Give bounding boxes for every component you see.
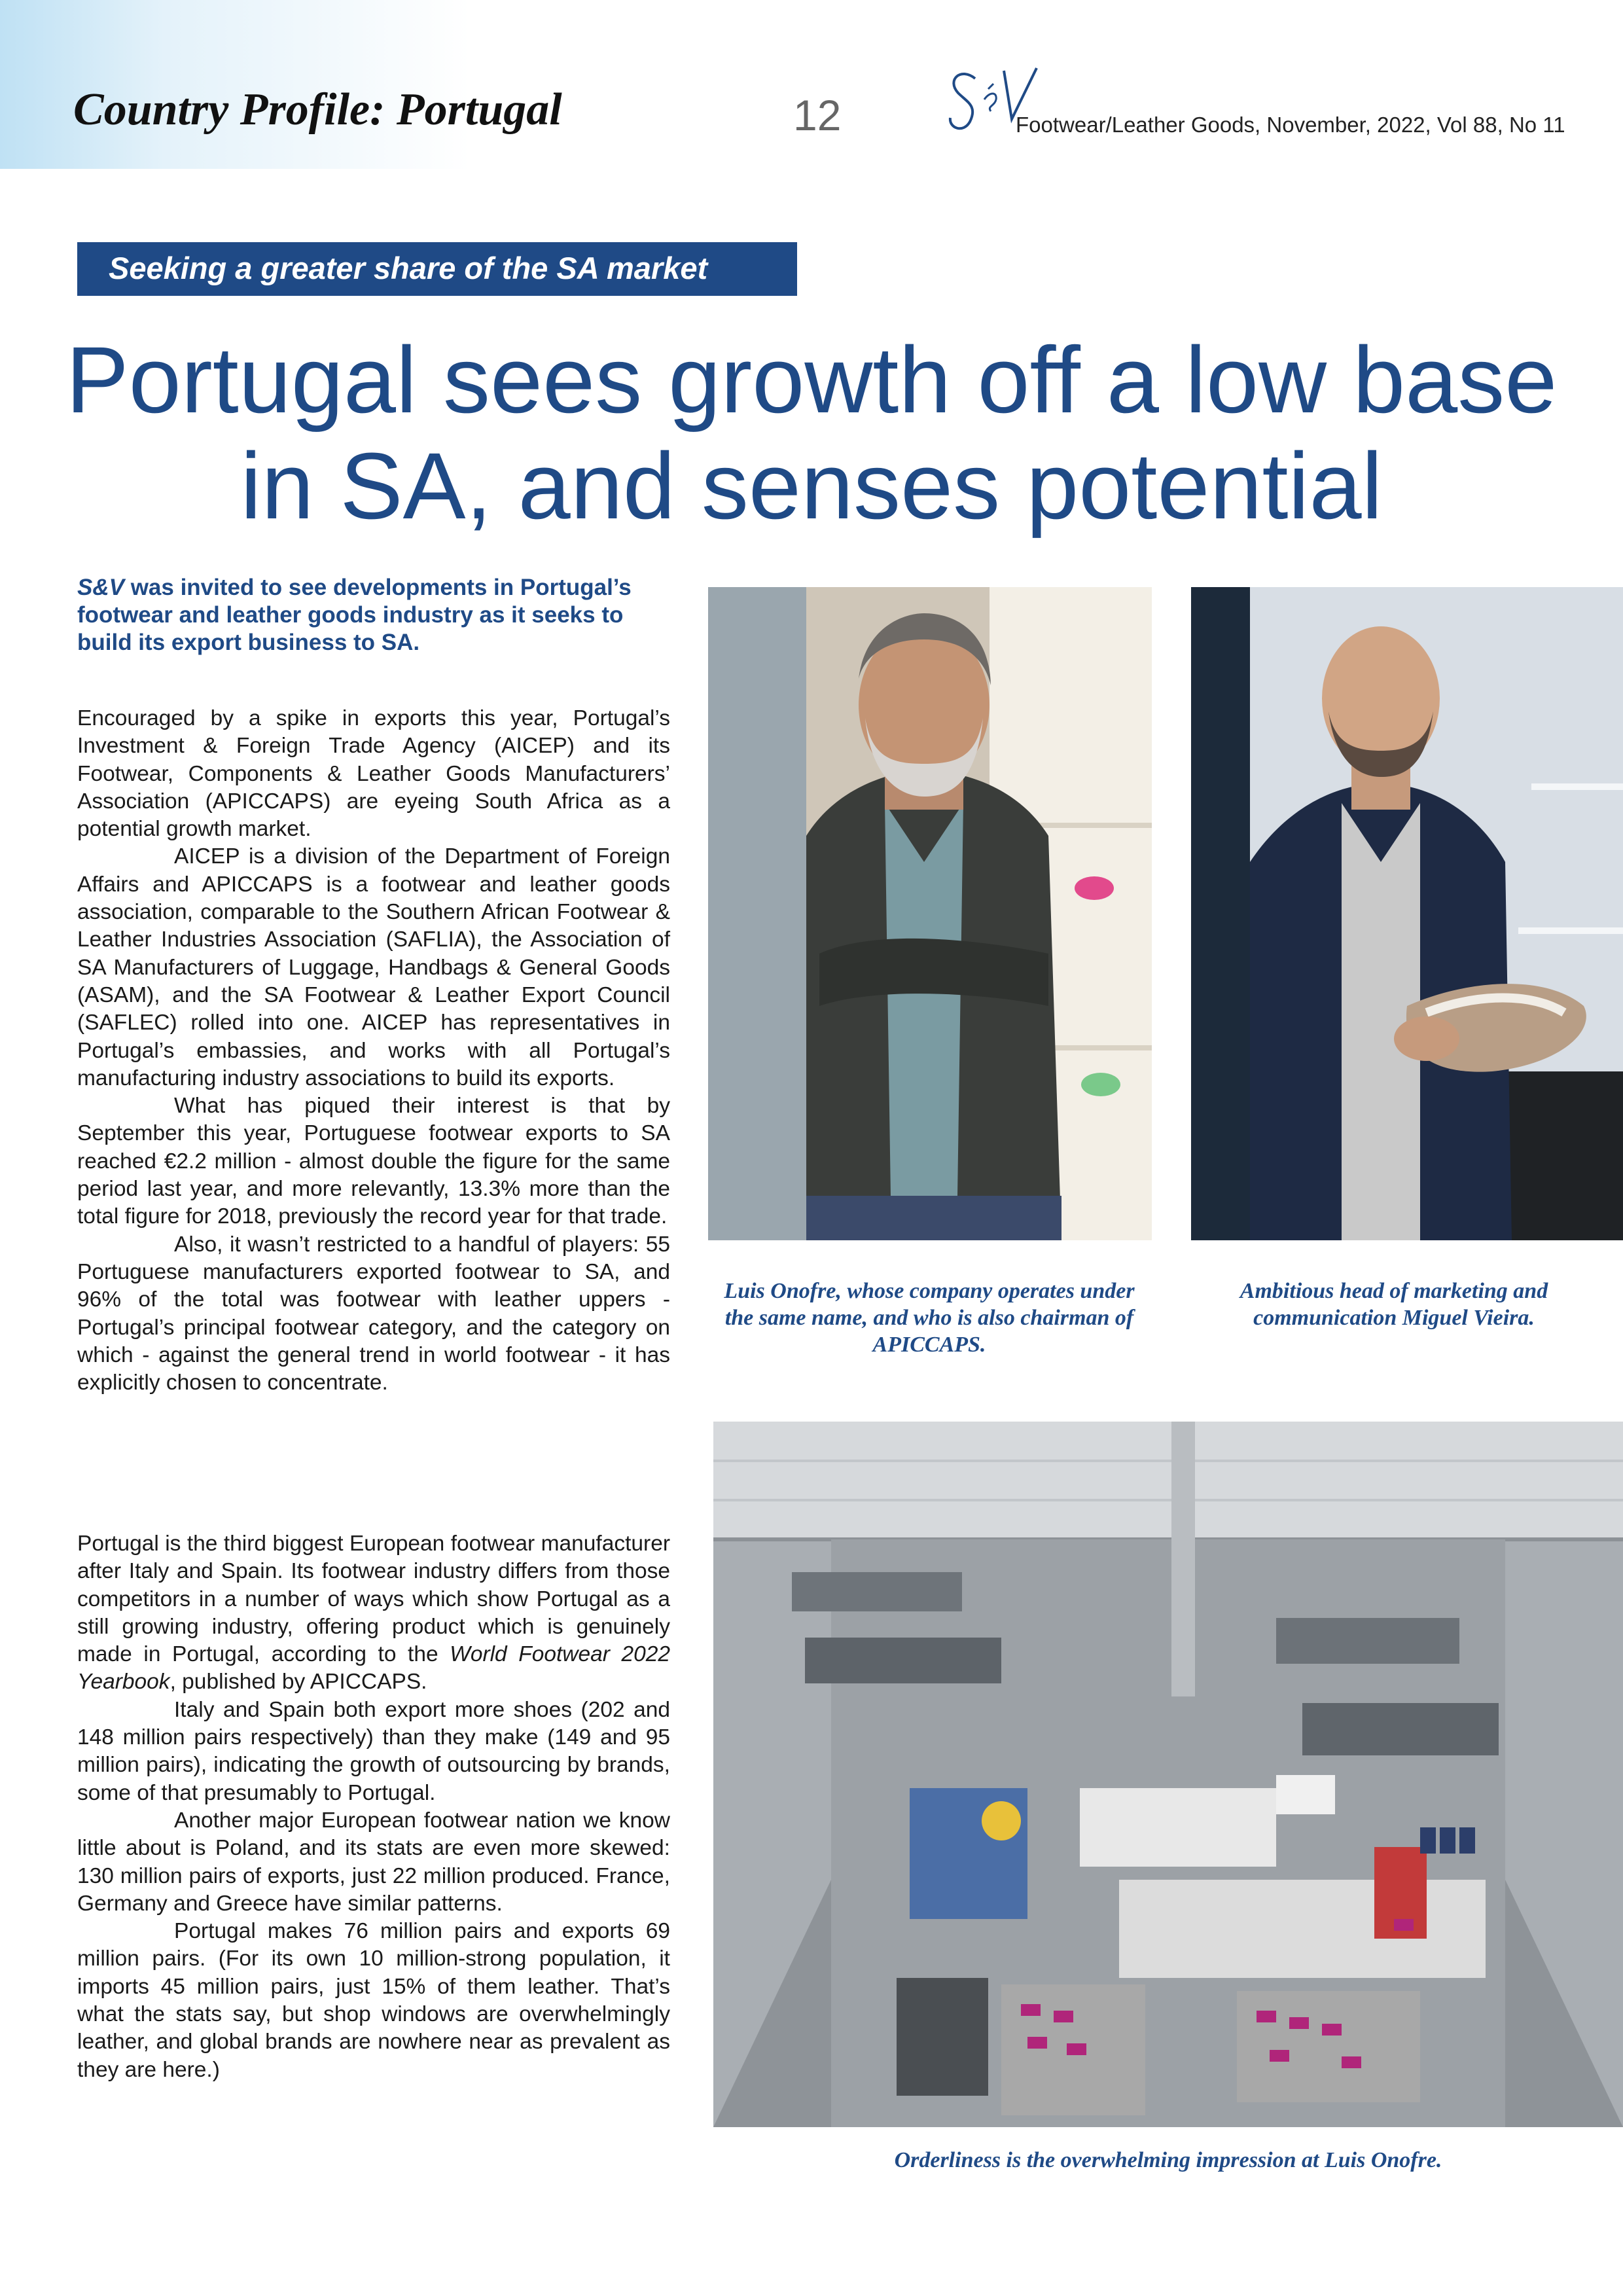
kicker-text: Seeking a greater share of the SA market: [109, 251, 708, 285]
headline: [52, 327, 1571, 539]
body-text: , published by APICCAPS.: [169, 1670, 427, 1695]
body-paragraph: Portugal makes 76 million pairs and exports 69 million pairs. (For its own 10 million-strong population, it imports 45 million pairs, just 15% of them leather. That’s what the stats say, but shop windows are overwhelmingly leather, and global brands are nowhere near as prevalent as they are here.): [77, 1919, 670, 2082]
body-paragraph: What has piqued their interest is that by September this year, Portuguese footwear exports to SA reached €2.2 million - almost double the figure for the same period last year, and more relevantly, 13.3% more than the total figure for 2018, previously the record year for that trade.: [77, 1094, 670, 1229]
photo-luis-onofre: [708, 587, 1152, 1240]
section-title: Country Profile: Portugal: [73, 84, 562, 135]
page-number: 12: [793, 91, 842, 139]
body-column-top: [77, 705, 670, 1397]
publication-line: Footwear/Leather Goods, November, 2022, Vol 88, No 11: [1016, 113, 1565, 137]
body-column-bottom: [77, 1530, 670, 2084]
caption-factory: Orderliness is the overwhelming impression at Luis Onofre.: [894, 2148, 1442, 2172]
kicker-banner: [77, 242, 797, 296]
body-paragraph: Italy and Spain both export more shoes (202 and 148 million pairs respectively) than they make (149 and 95 million pairs), indicating the growth of outsourcing by brands, some of that presumably to Portugal.: [77, 1697, 670, 1805]
yearbook-title: World Footwear 2022 Yearbook: [77, 1642, 671, 1695]
headline-line-2: in SA, and senses potential: [240, 433, 1383, 539]
body-paragraph: AICEP is a division of the Department of Foreign Affairs and APICCAPS is a footwear and leather goods association, comparable to the Southern African Footwear & Leather Industries Association (SAFLIA), the Association of SA Manufacturers of Luggage, Handbags & General Goods (ASAM), and the SA Footwear & Leather Export Council (SAFLEC) rolled into one. AICEP has representatives in Portugal’s embassies, and works with all Portugal’s manufacturing industry associations to build its exports.: [77, 844, 670, 1090]
standfirst-text: was invited to see developments in Portugal’s footwear and leather goods industry as it seeks to build its export business to SA.: [77, 575, 632, 655]
photo-miguel-vieira: [1191, 587, 1623, 1240]
photo-factory-floor: [713, 1422, 1623, 2127]
standfirst: [77, 574, 670, 656]
photo-miguel-vieira-illustration: [1191, 587, 1623, 1240]
body-text: Portugal is the third biggest European footwear manufacturer after Italy and Spain. Its footwear industry differs from those competitors in a number of ways which show Portugal as a still growing industry, offering product which is genuinely made in Portugal, according to the: [77, 1532, 670, 1667]
caption-miguel-vieira: Ambitious head of marketing and communication Miguel Vieira.: [1240, 1279, 1548, 1330]
body-paragraph: Also, it wasn’t restricted to a handful of players: 55 Portuguese manufacturers exported footwear to SA, and 96% of the total was footwear with leather uppers - Portugal’s principal footwear category, and the category on which - against the general trend in world footwear - it has explicitly chosen to concentrate.: [77, 1232, 670, 1395]
body-paragraph: Another major European footwear nation we know little about is Poland, and its stats are even more skewed: 130 million pairs of exports, just 22 million produced. France, Germany and Greece have similar patterns.: [77, 1808, 670, 1916]
caption-luis-onofre: Luis Onofre, whose company operates under the same name, and who is also chairman of APICCAPS.: [724, 1279, 1135, 1357]
photo-luis-onofre-illustration: [708, 587, 1152, 1240]
standfirst-brand: S&V: [77, 575, 124, 600]
body-paragraph: Encouraged by a spike in exports this year, Portugal’s Investment & Foreign Trade Agency (AICEP) and its Footwear, Components & Leather Goods Manufacturers’ Association (APICCAPS) are eyeing South Africa as a potential growth market.: [77, 706, 670, 842]
headline-line-1: Portugal sees growth off a low base: [65, 327, 1558, 433]
body-paragraph: [77, 1530, 670, 1696]
photo-factory-illustration: [713, 1422, 1623, 2127]
